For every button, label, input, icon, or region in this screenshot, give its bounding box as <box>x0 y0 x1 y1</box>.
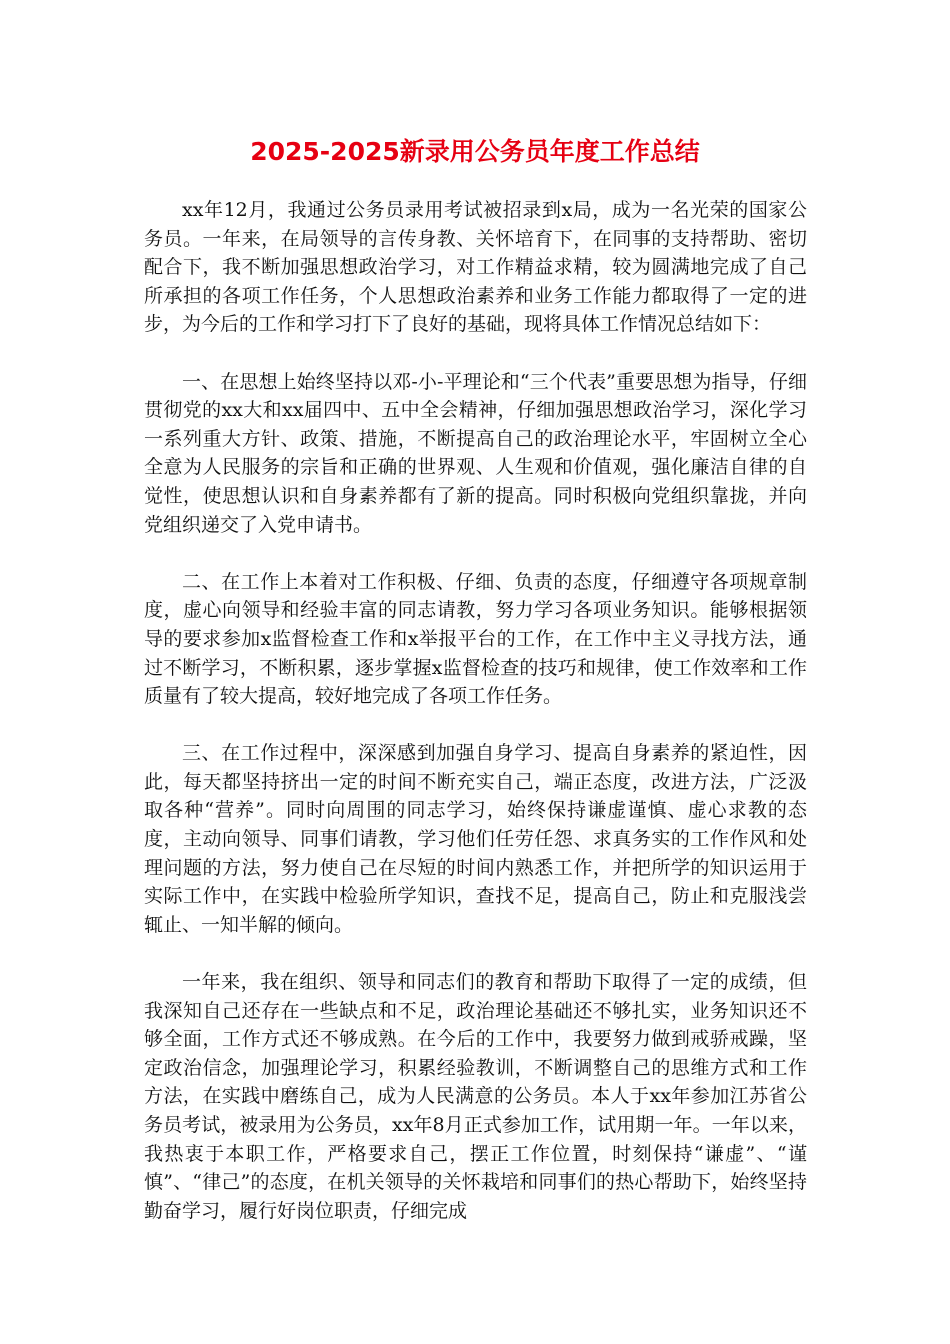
paragraph-section-3: 三、在工作过程中，深深感到加强自身学习、提高自身素养的紧迫性，因此，每天都坚持挤出一定的时间不断充实自己，端正态度，改进方法，广泛汲取各种“营养”。同时向周围的同志学习，始终保持谦虚谨慎、虚心求教的态度，主动向领导、同事们请教，学习他们任劳任怨、求真务实的工作作风和处理问题的方法，努力使自己在尽短的时间内熟悉工作，并把所学的知识运用于实际工作中，在实践中检验所学知识，查找不足，提高自己，防止和克服浅尝辄止、一知半解的倾向。 <box>144 742 807 936</box>
paragraph-intro: xx年12月，我通过公务员录用考试被招录到x局，成为一名光荣的国家公务员。一年来，在局领导的言传身教、关怀培育下，在同事的支持帮助、密切配合下，我不断加强思想政治学习，对工作精益求精，较为圆满地完成了自己所承担的各项工作任务，个人思想政治素养和业务工作能力都取得了一定的进步，为今后的工作和学习打下了良好的基础，现将具体工作情况总结如下： <box>144 199 807 336</box>
paragraph-section-2: 二、在工作上本着对工作积极、仔细、负责的态度，仔细遵守各项规章制度，虚心向领导和经验丰富的同志请教，努力学习各项业务知识。能够根据领导的要求参加x监督检查工作和x举报平台的工作，在工作中主义寻找方法，通过不断学习，不断积累，逐步掌握x监督检查的技巧和规律，使工作效率和工作质量有了较大提高，较好地完成了各项工作任务。 <box>144 570 807 708</box>
document-title: 2025-2025新录用公务员年度工作总结 <box>250 137 700 166</box>
document-body <box>144 196 807 1225</box>
paragraph-conclusion: 一年来，我在组织、领导和同志们的教育和帮助下取得了一定的成绩，但我深知自己还存在一些缺点和不足，政治理论基础还不够扎实，业务知识还不够全面，工作方式还不够成熟。在今后的工作中，我要努力做到戒骄戒躁，坚定政治信念，加强理论学习，积累经验教训，不断调整自己的思维方式和工作方法，在实践中磨练自己，成为人民满意的公务员。本人于xx年参加江苏省公务员考试，被录用为公务员，xx年8月正式参加工作，试用期一年。一年以来，我热衷于本职工作，严格要求自己，摆正工作位置，时刻保持“谦虚”、“谨慎”、“律己”的态度，在机关领导的关怀栽培和同事们的热心帮助下，始终坚持勤奋学习，履行好岗位职责，仔细完成 <box>144 971 807 1222</box>
paragraph-section-1: 一、在思想上始终坚持以邓-小-平理论和“三个代表”重要思想为指导，仔细贯彻党的xx大和xx届四中、五中全会精神，仔细加强思想政治学习，深化学习一系列重大方针、政策、措施，不断提高自己的政治理论水平，牢固树立全心全意为人民服务的宗旨和正确的世界观、人生观和价值观，强化廉洁自律的自觉性，使思想认识和自身素养都有了新的提高。同时积极向党组织靠拢，并向党组织递交了入党申请书。 <box>144 370 807 536</box>
